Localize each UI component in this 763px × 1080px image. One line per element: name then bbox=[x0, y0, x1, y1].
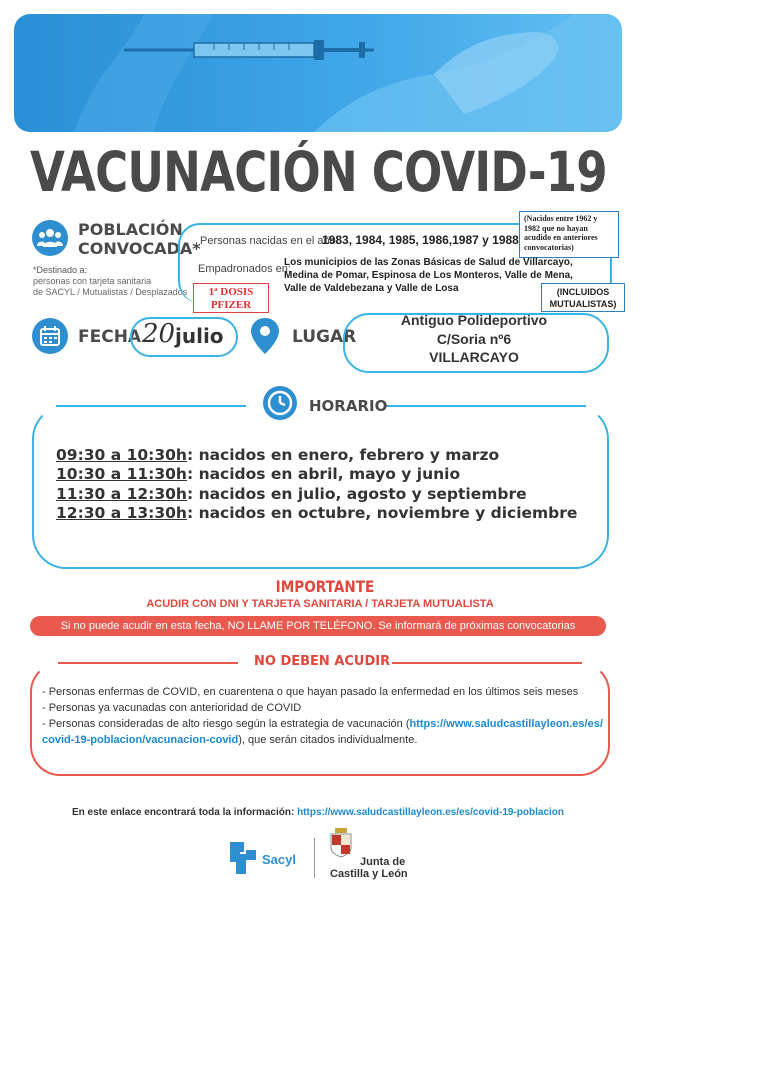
horario-row bbox=[56, 504, 577, 522]
logo-divider bbox=[314, 838, 315, 878]
vacunacion-link-cont[interactable]: covid-19-poblacion/vacunacion-covid bbox=[42, 734, 239, 746]
horario-text: : nacidos en enero, febrero y marzo bbox=[186, 446, 500, 464]
no-deben-item3-text: - Personas consideradas de alto riesgo según la estrategia de vacunación ( bbox=[42, 718, 410, 730]
hero-vaccine-image bbox=[14, 14, 622, 132]
no-deben-divider-left bbox=[58, 662, 238, 664]
nacidas-label: Personas nacidas en el año: bbox=[200, 235, 339, 247]
destinado-note: *Destinado a: bbox=[33, 265, 88, 275]
horario-time: 09:30 a 10:30h bbox=[56, 446, 187, 464]
no-deben-item: - Personas enfermas de COVID, en cuarentena o que hayan pasado la enfermedad en los últimos seis meses bbox=[42, 686, 579, 698]
vacunacion-link[interactable]: https://www.saludcastillayleon.es/es/ bbox=[409, 718, 603, 730]
fecha-month: julio bbox=[175, 324, 224, 348]
no-deben-item3-end: ), que serán citados individualmente. bbox=[238, 734, 418, 746]
no-deben-item bbox=[42, 718, 603, 730]
municipios-line3: Valle de Valdebezana y Valle de Losa bbox=[284, 283, 459, 294]
importante-subtitle: ACUDIR CON DNI Y TARJETA SANITARIA / TARJETA MUTUALISTA bbox=[146, 598, 494, 610]
empadronados-label: Empadronados en: bbox=[198, 263, 291, 275]
destinado-note-line2: personas con tarjeta sanitaria bbox=[33, 276, 152, 286]
clock-icon bbox=[262, 385, 298, 421]
nacidos-note: (Nacidos entre 1962 y 1982 que no hayan acudido en anteriores convocatorias) bbox=[519, 211, 619, 258]
footer-info bbox=[0, 807, 636, 818]
incluidos-mutualistas-note: (INCLUIDOS MUTUALISTAS) bbox=[541, 283, 625, 312]
junta-crest-icon bbox=[330, 828, 352, 858]
lugar-line2: C/Soria nº6 bbox=[436, 331, 512, 347]
fecha-label: FECHA bbox=[78, 327, 142, 347]
municipios-line1: Los municipios de las Zonas Básicas de Salud de Villarcayo, bbox=[284, 257, 573, 268]
junta-logo-line2: Castilla y León bbox=[330, 868, 408, 880]
lugar-line1: Antiguo Polideportivo bbox=[400, 312, 548, 328]
no-deben-divider-right bbox=[392, 662, 582, 664]
location-pin-icon bbox=[247, 316, 283, 356]
convocada-label: CONVOCADA* bbox=[78, 239, 201, 258]
horario-row bbox=[56, 485, 527, 503]
junta-logo-line1: Junta de bbox=[360, 856, 406, 868]
nacidas-years: 1983, 1984, 1985, 1986,1987 y 1988 bbox=[322, 233, 519, 247]
municipios-line2: Medina de Pomar, Espinosa de Los Monteros, Valle de Mena, bbox=[284, 270, 573, 281]
horario-text: : nacidos en abril, mayo y junio bbox=[186, 465, 461, 483]
horario-row bbox=[56, 465, 460, 483]
sacyl-logo-icon bbox=[222, 838, 262, 878]
dosis-line2: PFIZER bbox=[210, 299, 252, 311]
horario-divider-left bbox=[56, 405, 246, 407]
horario-time: 10:30 a 11:30h bbox=[56, 465, 187, 483]
horario-divider-right bbox=[386, 405, 586, 407]
horario-text: : nacidos en julio, agosto y septiembre bbox=[186, 485, 527, 503]
syringe-illustration bbox=[14, 14, 622, 132]
importante-title: IMPORTANTE bbox=[275, 577, 375, 596]
importante-alert-bar: Si no puede acudir en esta fecha, NO LLAME POR TELÉFONO. Se informará de próximas convocatorias bbox=[30, 616, 606, 636]
horario-row bbox=[56, 446, 499, 464]
no-deben-item-cont bbox=[42, 734, 417, 746]
lugar-label: LUGAR bbox=[292, 327, 357, 347]
horario-time: 11:30 a 12:30h bbox=[56, 485, 187, 503]
people-icon bbox=[32, 220, 68, 256]
dosis-line1: 1ª DOSIS bbox=[208, 286, 254, 298]
lugar-line3: VILLARCAYO bbox=[429, 349, 519, 365]
calendar-icon bbox=[32, 318, 68, 354]
fecha-day: 20 bbox=[142, 319, 176, 349]
horario-text: : nacidos en octubre, noviembre y diciembre bbox=[186, 504, 578, 522]
poblacion-label: POBLACIÓN bbox=[78, 220, 183, 239]
no-deben-item: - Personas ya vacunadas con anterioridad de COVID bbox=[42, 702, 302, 714]
horario-time: 12:30 a 13:30h bbox=[56, 504, 187, 522]
no-deben-title: NO DEBEN ACUDIR bbox=[254, 654, 391, 669]
sacyl-logo-name: Sacyl bbox=[262, 852, 296, 867]
page-title: VACUNACIÓN COVID-19 bbox=[30, 140, 607, 204]
horario-label: HORARIO bbox=[309, 397, 388, 415]
dosis-badge bbox=[193, 283, 269, 313]
destinado-note-line3: de SACYL / Mutualistas / Desplazados bbox=[33, 287, 188, 297]
footer-text: En este enlace encontrará toda la información: bbox=[72, 807, 298, 818]
footer-link[interactable]: https://www.saludcastillayleon.es/es/covid-19-poblacion bbox=[297, 807, 564, 818]
